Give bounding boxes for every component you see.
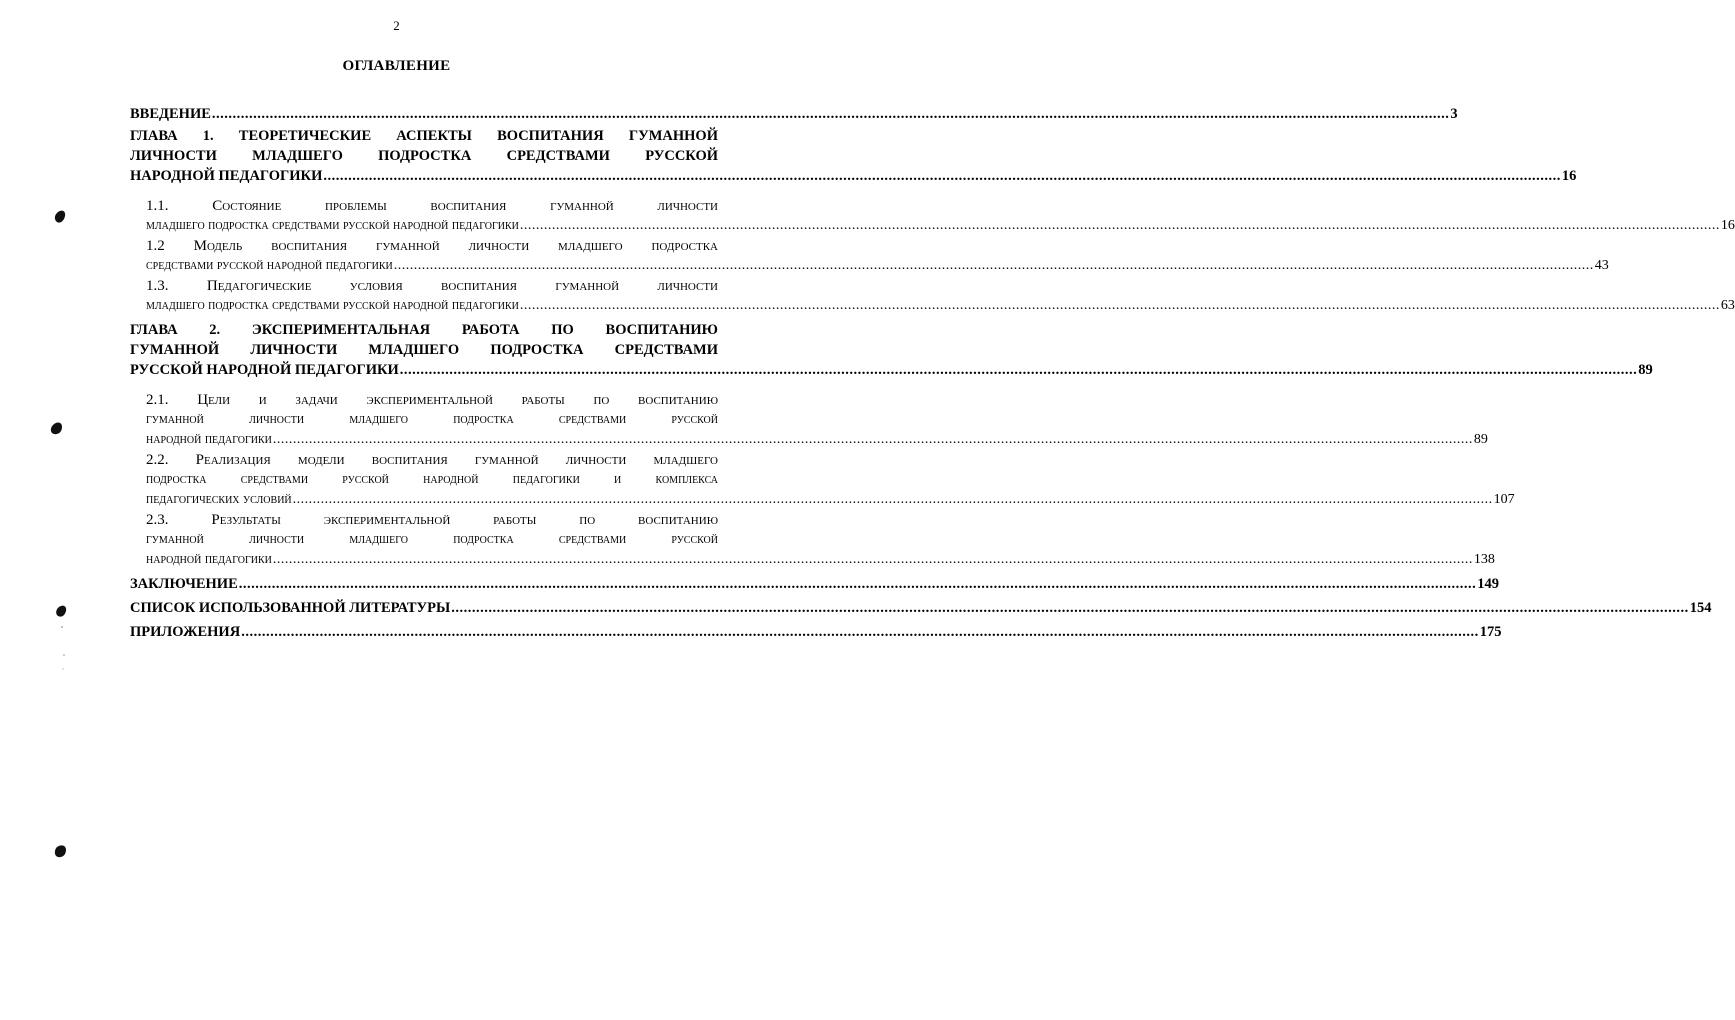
toc-entry-conclusion[interactable] xyxy=(130,574,1500,594)
toc-entry-line: ГЛАВА 2. ЭКСПЕРИМЕНТАЛЬНАЯ РАБОТА ПО ВОСПИТАНИЮ xyxy=(130,322,718,338)
scan-speck xyxy=(63,654,64,655)
dot-leader: ............................................................................................................................................................................................................................................................................................................ xyxy=(272,552,1473,567)
dot-leader: ............................................................................................................................................................................................................................................................................................................ xyxy=(519,298,1720,313)
toc-entry-line: ЛИЧНОСТИ МЛАДШЕГО ПОДРОСТКА СРЕДСТВАМИ РУССКОЙ xyxy=(130,148,718,164)
table-of-contents xyxy=(130,104,1735,642)
toc-entry-line: младшего подростка средствами русской народной педагогики xyxy=(146,298,519,313)
dot-leader: ............................................................................................................................................................................................................................................................................................................ xyxy=(292,492,1493,507)
toc-page-number: 43 xyxy=(1594,258,1609,273)
toc-page-number: 175 xyxy=(1479,624,1502,640)
toc-entry-section-2-2[interactable] xyxy=(146,450,1515,510)
toc-entry-line: младшего подростка средствами русской народной педагогики xyxy=(146,218,519,233)
toc-page-number: 149 xyxy=(1477,576,1500,592)
toc-entry-line: РУССКОЙ НАРОДНОЙ ПЕДАГОГИКИ xyxy=(130,362,399,378)
toc-page-number: 3 xyxy=(1450,106,1458,122)
toc-entry-line: ГУМАННОЙ ЛИЧНОСТИ МЛАДШЕГО ПОДРОСТКА СРЕДСТВАМИ xyxy=(130,342,718,358)
toc-entry-line: подростка средствами русской народной педагогики и комплекса xyxy=(146,472,718,487)
toc-entry-line: 1.3. Педагогические условия воспитания гуманной личности xyxy=(146,278,718,294)
dot-leader: ............................................................................................................................................................................................................................................................................................................ xyxy=(393,258,1594,273)
page-number: 2 xyxy=(393,18,400,33)
toc-entry-line: народной педагогики xyxy=(146,552,272,567)
dot-leader: ............................................................................................................................................................................................................................................................................................................ xyxy=(323,168,1561,184)
scan-speck xyxy=(56,606,66,617)
toc-entry-line: 1.2 Модель воспитания гуманной личности младшего подростка xyxy=(146,238,718,254)
toc-entry-line: педагогических условий xyxy=(146,492,292,507)
toc-title: ОГЛАВЛЕНИЕ xyxy=(342,58,451,74)
scan-speck xyxy=(51,423,62,435)
toc-entry-line: 2.3. Результаты экспериментальной работы по воспитанию xyxy=(146,512,718,528)
dot-leader: ............................................................................................................................................................................................................................................................................................................ xyxy=(399,362,1638,378)
dot-leader: ............................................................................................................................................................................................................................................................................................................ xyxy=(272,432,1473,447)
toc-entry-section-1-1[interactable] xyxy=(146,196,1735,236)
toc-entry-text: ЗАКЛЮЧЕНИЕ xyxy=(130,576,238,592)
toc-entry-line: гуманной личности младшего подростка средствами русской xyxy=(146,532,718,547)
toc-entry-line: ГЛАВА 1. ТЕОРЕТИЧЕСКИЕ АСПЕКТЫ ВОСПИТАНИЯ ГУМАННОЙ xyxy=(130,128,718,144)
toc-entry-section-1-3[interactable] xyxy=(146,276,1735,316)
dot-leader: ............................................................................................................................................................................................................................................................................................................ xyxy=(519,218,1720,233)
toc-entry-line: 2.2. Реализация модели воспитания гуманной личности младшего xyxy=(146,452,718,468)
toc-page-number: 89 xyxy=(1638,362,1653,378)
toc-entry-line: народной педагогики xyxy=(146,432,272,447)
dot-leader: ............................................................................................................................................................................................................................................................................................................ xyxy=(211,106,1450,122)
toc-entry-section-2-1[interactable] xyxy=(146,390,1488,450)
toc-entry-line: 1.1. Состояние проблемы воспитания гуманной личности xyxy=(146,198,718,214)
scan-speck xyxy=(55,845,66,857)
toc-entry-section-2-3[interactable] xyxy=(146,510,1495,570)
scan-speck xyxy=(55,211,65,223)
toc-entry-references[interactable] xyxy=(130,598,1712,618)
toc-page-number: 89 xyxy=(1473,432,1488,447)
toc-entry-line: 2.1. Цели и задачи экспериментальной работы по воспитанию xyxy=(146,392,718,408)
toc-page-number: 107 xyxy=(1493,492,1515,507)
toc-page-number: 63 xyxy=(1720,298,1735,313)
toc-page-number: 154 xyxy=(1689,600,1712,616)
toc-entry-line: гуманной личности младшего подростка средствами русской xyxy=(146,412,718,427)
toc-entry-text: ВВЕДЕНИЕ xyxy=(130,106,211,122)
toc-page-number: 16 xyxy=(1561,168,1577,184)
dot-leader: ............................................................................................................................................................................................................................................................................................................ xyxy=(451,600,1689,616)
scan-speck xyxy=(62,668,63,669)
toc-page-number: 138 xyxy=(1473,552,1495,567)
dot-leader: ............................................................................................................................................................................................................................................................................................................ xyxy=(241,624,1479,640)
toc-entry-appendices[interactable] xyxy=(130,622,1502,642)
toc-entry-text: СПИСОК ИСПОЛЬЗОВАННОЙ ЛИТЕРАТУРЫ xyxy=(130,600,451,616)
toc-entry-line: НАРОДНОЙ ПЕДАГОГИКИ xyxy=(130,168,323,184)
toc-entry-chapter-1[interactable] xyxy=(130,126,1577,186)
toc-entry-chapter-2[interactable] xyxy=(130,320,1653,380)
toc-page-number: 16 xyxy=(1720,218,1735,233)
toc-entry-line: средствами русской народной педагогики xyxy=(146,258,393,273)
toc-entry-introduction[interactable] xyxy=(130,104,1458,124)
scan-speck xyxy=(61,626,63,628)
toc-entry-section-1-2[interactable] xyxy=(146,236,1609,276)
toc-entry-text: ПРИЛОЖЕНИЯ xyxy=(130,624,241,640)
dot-leader: ............................................................................................................................................................................................................................................................................................................ xyxy=(238,576,1477,592)
